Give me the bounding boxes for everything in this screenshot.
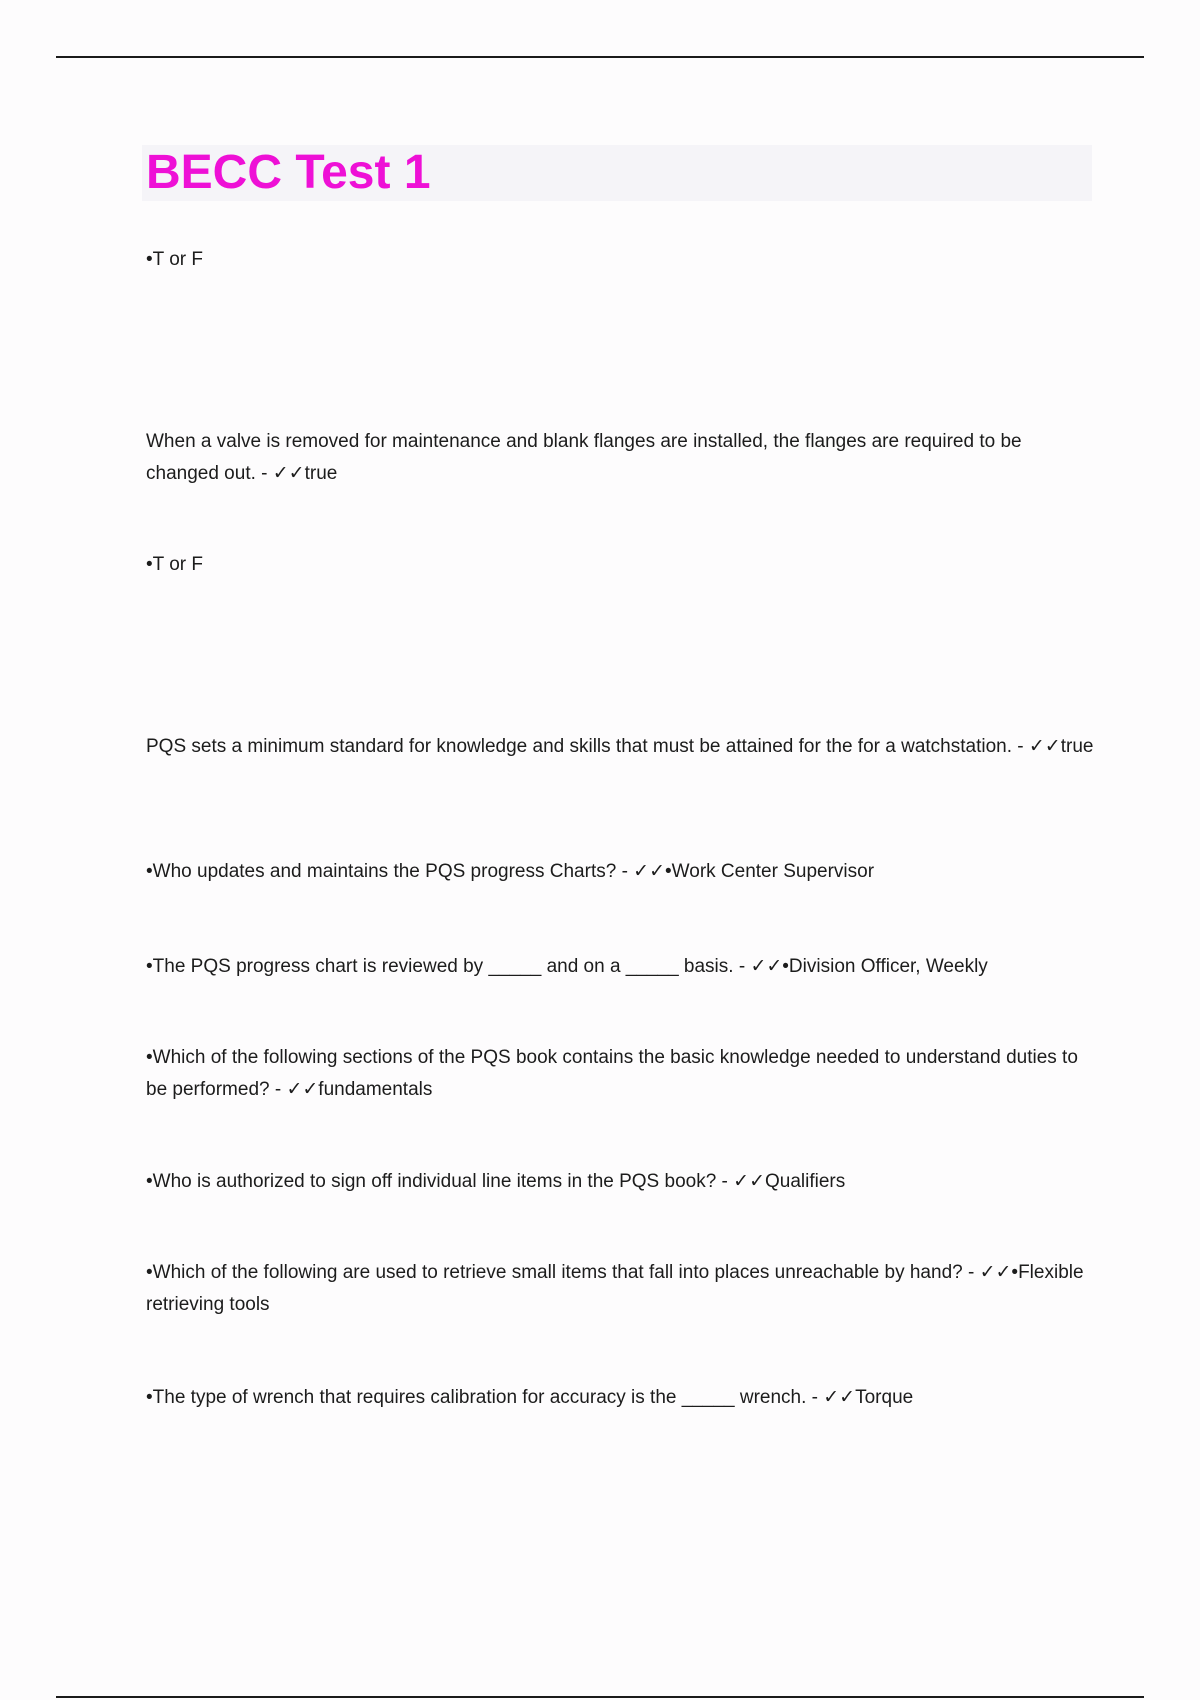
top-rule bbox=[56, 56, 1144, 58]
item-pqs-charts: •Who updates and maintains the PQS progress Charts? - ✓✓•Work Center Supervisor bbox=[146, 861, 875, 882]
page-title: BECC Test 1 bbox=[146, 146, 431, 199]
item-fundamentals: •Which of the following sections of the PQS book contains the basic knowledge needed to understand duties to be performed? - ✓✓fundamentals bbox=[146, 1047, 1078, 1100]
item-qualifiers: •Who is authorized to sign off individual line items in the PQS book? - ✓✓Qualifiers bbox=[146, 1171, 846, 1192]
item-blank-flanges: When a valve is removed for maintenance and blank flanges are installed, the flanges are required to be changed out. - ✓✓true bbox=[146, 431, 1022, 484]
item-pqs-standard: PQS sets a minimum standard for knowledge and skills that must be attained for the for a watchstation. - ✓✓true bbox=[146, 736, 1094, 757]
item-torque-wrench: •The type of wrench that requires calibration for accuracy is the _____ wrench. - ✓✓Torque bbox=[146, 1387, 914, 1408]
item-tf-label-1: •T or F bbox=[146, 249, 203, 270]
item-progress-review: •The PQS progress chart is reviewed by _____ and on a _____ basis. - ✓✓•Division Officer, Weekly bbox=[146, 956, 988, 977]
item-tf-label-2: •T or F bbox=[146, 554, 203, 575]
bottom-rule bbox=[56, 1696, 1144, 1698]
item-retrieving-tools: •Which of the following are used to retrieve small items that fall into places unreachable by hand? - ✓✓•Flexible retrieving tools bbox=[146, 1262, 1084, 1315]
